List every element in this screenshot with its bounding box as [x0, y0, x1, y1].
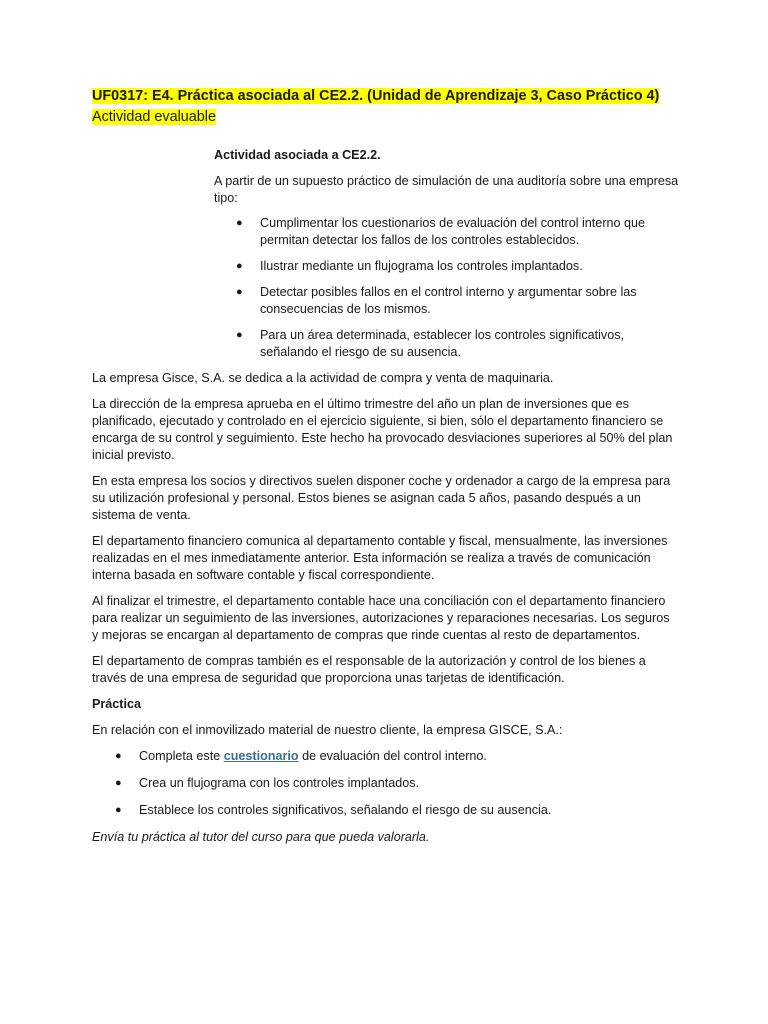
activity-heading: Actividad asociada a CE2.2. [214, 148, 381, 162]
bullet-icon: ● [115, 750, 122, 762]
activity-bullet-text: Detectar posibles fallos en el control interno y argumentar sobre las consecuencias de los mismos. [260, 285, 637, 316]
page-title [92, 86, 678, 107]
case-body [92, 370, 678, 846]
activity-bullet-text: Cumplimentar los cuestionarios de evaluación del control interno que permitan detectar los fallos de los controles establecidos. [260, 216, 646, 247]
activity-bullet-list [214, 215, 680, 361]
body-paragraph: El departamento de compras también es el responsable de la autorización y control de los bienes a través de una empresa de seguridad que proporciona unas tarjetas de identificación. [92, 654, 646, 685]
bullet-icon: ● [236, 286, 243, 298]
activity-bullet-item [214, 284, 680, 318]
practice-task-list [92, 748, 678, 819]
task-text-before-link: Completa este [139, 749, 224, 763]
bullet-icon: ● [236, 217, 243, 229]
bullet-icon: ● [236, 260, 243, 272]
practice-task-item [92, 748, 678, 765]
body-paragraph: El departamento financiero comunica al departamento contable y fiscal, mensualmente, las inversiones realizadas en el mes inmediatamente anterior. Esta información se realiza a través de comunicación interna basada en software contable y fiscal correspondiente. [92, 534, 668, 582]
practice-intro: En relación con el inmovilizado material de nuestro cliente, la empresa GISCE, S.A.: [92, 723, 563, 737]
highlighted-title: UF0317: E4. Práctica asociada al CE2.2. (Unidad de Aprendizaje 3, Caso Práctico 4) [92, 88, 660, 104]
bullet-icon: ● [115, 804, 122, 816]
page-subtitle [92, 107, 678, 128]
practice-task-item [92, 775, 678, 792]
bullet-icon: ● [236, 329, 243, 341]
document-content [92, 86, 678, 855]
activity-intro: A partir de un supuesto práctico de simulación de una auditoría sobre una empresa tipo: [214, 174, 679, 205]
body-paragraph: Al finalizar el trimestre, el departamento contable hace una conciliación con el departamento financiero para realizar un seguimiento de las inversiones, autorizaciones y reparaciones necesarias. Los seguros y mejoras se encargan al departamento de compras que rinde cuentas al resto de departamentos. [92, 594, 670, 642]
practice-task-text: Establece los controles significativos, señalando el riesgo de su ausencia. [139, 803, 552, 817]
activity-bullet-item [214, 215, 680, 249]
activity-bullet-text: Para un área determinada, establecer los controles significativos, señalando el riesgo de su ausencia. [260, 328, 625, 359]
task-text-after-link: de evaluación del control interno. [298, 749, 487, 763]
practice-task-text: Crea un flujograma con los controles implantados. [139, 776, 420, 790]
practice-task-item [92, 802, 678, 819]
activity-section [214, 147, 680, 361]
body-paragraph: En esta empresa los socios y directivos suelen disponer coche y ordenador a cargo de la empresa para su utilización profesional y personal. Estos bienes se asignan cada 5 años, pasando después a un sistema de venta. [92, 474, 671, 522]
activity-bullet-item [214, 327, 680, 361]
activity-bullet-item [214, 258, 680, 275]
body-paragraph: La dirección de la empresa aprueba en el último trimestre del año un plan de inversiones que es planificado, ejecutado y controlado en el ejercicio siguiente, si bien, sólo el departamento financiero se encarga de su control y seguimiento. Este hecho ha provocado desviaciones superiores al 50% del plan inicial previsto. [92, 397, 673, 462]
closing-instruction: Envía tu práctica al tutor del curso para que pueda valorarla. [92, 830, 430, 844]
practice-title: Práctica [92, 697, 142, 711]
bullet-icon: ● [115, 777, 122, 789]
activity-bullet-text: Ilustrar mediante un flujograma los controles implantados. [260, 259, 583, 273]
body-paragraph: La empresa Gisce, S.A. se dedica a la actividad de compra y venta de maquinaria. [92, 371, 554, 385]
highlighted-subtitle: Actividad evaluable [92, 109, 216, 125]
questionnaire-link[interactable]: cuestionario [223, 749, 299, 763]
